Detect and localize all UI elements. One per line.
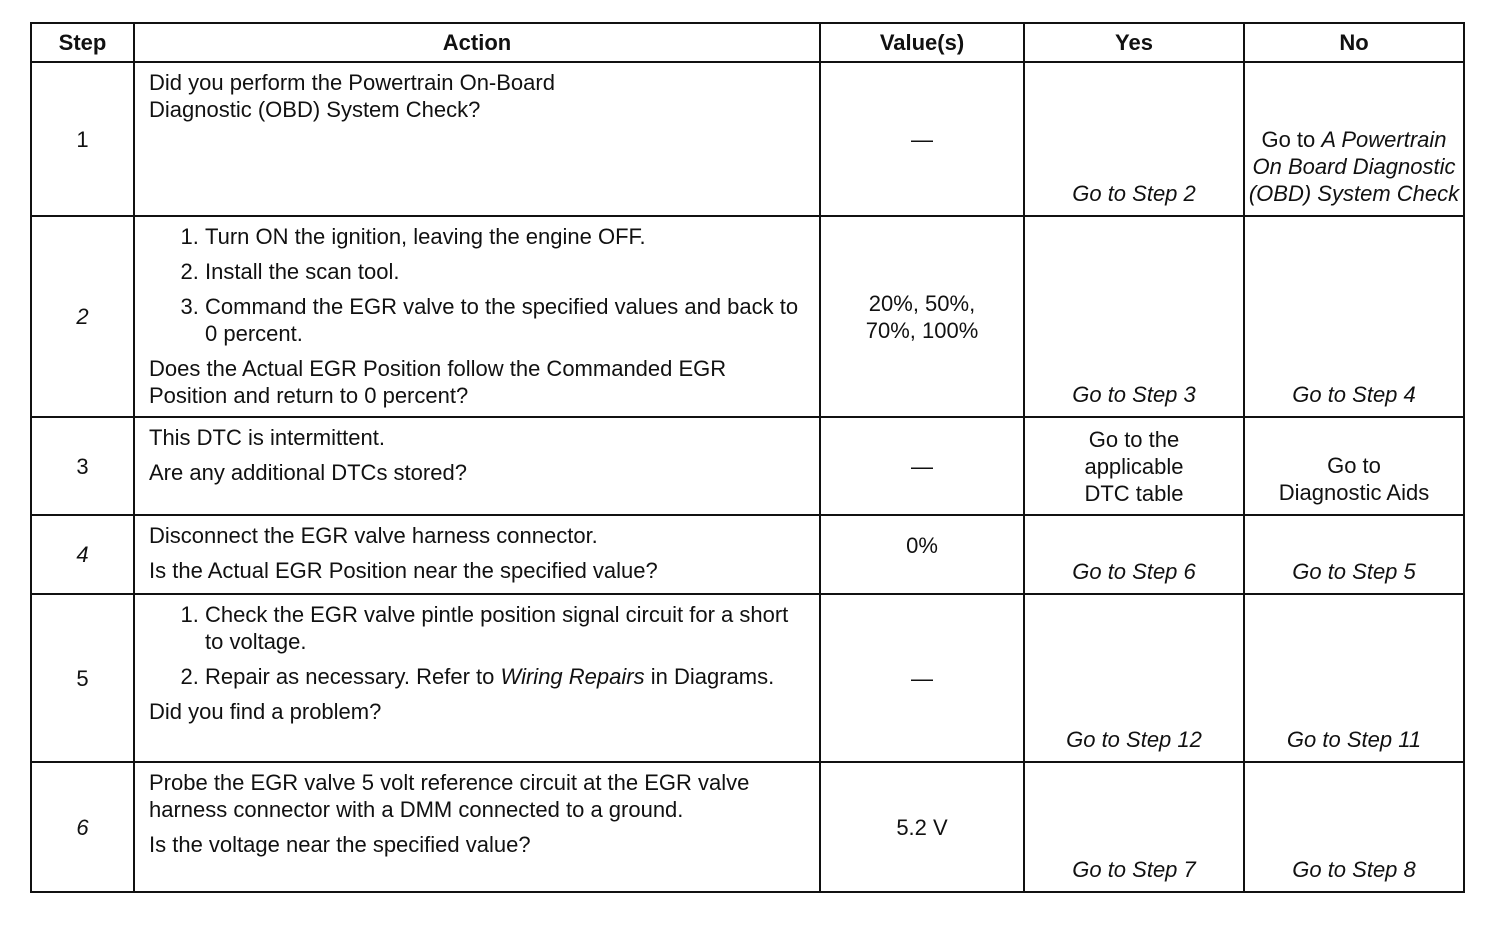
yes-link[interactable]: Go to Step 12: [1024, 594, 1244, 762]
action-step-item: 1. Turn ON the ignition, leaving the engine OFF.: [205, 223, 807, 250]
header-yes: Yes: [1024, 23, 1244, 62]
action-step-item: 2. Install the scan tool.: [205, 258, 807, 285]
no-link[interactable]: Go to Step 4: [1244, 216, 1464, 417]
value-cell: 20%, 50%, 70%, 100%: [820, 216, 1024, 417]
table-row: [31, 594, 1464, 762]
action-question: Did you perform the Powertrain On-Board Diagnostic (OBD) System Check?: [149, 70, 555, 122]
action-cell: [134, 62, 820, 216]
table-row: [31, 62, 1464, 216]
action-text: Disconnect the EGR valve harness connector.: [149, 523, 598, 548]
header-step: Step: [31, 23, 134, 62]
step-number: 1: [31, 62, 134, 216]
table-row: [31, 762, 1464, 892]
step-number: 3: [31, 417, 134, 515]
no-link[interactable]: Go to Step 5: [1244, 515, 1464, 594]
action-steps: [149, 601, 807, 690]
value-cell: —: [820, 594, 1024, 762]
table-row: [31, 417, 1464, 515]
step-number: 2: [31, 216, 134, 417]
action-step-item: 1. Check the EGR valve pintle position signal circuit for a short to voltage.: [205, 601, 807, 655]
action-step-item: 3. Command the EGR valve to the specified values and back to 0 percent.: [205, 293, 807, 347]
action-text: This DTC is intermittent.: [149, 425, 385, 450]
step-number: 6: [31, 762, 134, 892]
header-row: [31, 23, 1464, 62]
diagnostic-table: [30, 22, 1465, 893]
no-link[interactable]: Go to Step 8: [1244, 762, 1464, 892]
action-question: Is the voltage near the specified value?: [149, 832, 531, 857]
no-link[interactable]: A Powertrain On Board Diagnostic (OBD) System Check: [1248, 127, 1460, 206]
value-cell: 5.2 V: [820, 762, 1024, 892]
no-cell: [1244, 62, 1464, 216]
step-number: 4: [31, 515, 134, 594]
value-cell: —: [820, 417, 1024, 515]
table-row: [31, 216, 1464, 417]
action-cell: [134, 515, 820, 594]
action-cell: [134, 417, 820, 515]
wiring-repairs-link[interactable]: Wiring Repairs: [500, 664, 645, 689]
value-cell: —: [820, 62, 1024, 216]
action-question: Are any additional DTCs stored?: [149, 460, 467, 485]
yes-link[interactable]: Go to the applicable DTC table: [1024, 417, 1244, 515]
action-step-text: in Diagrams.: [650, 664, 775, 689]
action-text: Probe the EGR valve 5 volt reference circuit at the EGR valve harness connector with a DMM connected to a ground.: [149, 770, 750, 822]
header-values: Value(s): [820, 23, 1024, 62]
action-cell: [134, 762, 820, 892]
action-cell: [134, 216, 820, 417]
yes-link[interactable]: Go to Step 2: [1024, 62, 1244, 216]
no-prefix: Go to: [1261, 127, 1316, 152]
yes-link[interactable]: Go to Step 7: [1024, 762, 1244, 892]
no-link[interactable]: Go to Step 11: [1244, 594, 1464, 762]
action-question: Is the Actual EGR Position near the specified value?: [149, 558, 658, 583]
step-number: 5: [31, 594, 134, 762]
no-link[interactable]: Go to Diagnostic Aids: [1244, 417, 1464, 515]
action-step-item: [205, 663, 807, 690]
yes-link[interactable]: Go to Step 3: [1024, 216, 1244, 417]
action-cell: [134, 594, 820, 762]
action-step-text: Repair as necessary. Refer to: [205, 664, 495, 689]
yes-link[interactable]: Go to Step 6: [1024, 515, 1244, 594]
action-question: Does the Actual EGR Position follow the Commanded EGR Position and return to 0 percent?: [149, 356, 727, 408]
value-cell: 0%: [820, 515, 1024, 594]
action-question: Did you find a problem?: [149, 699, 382, 724]
action-steps: [149, 223, 807, 347]
header-no: No: [1244, 23, 1464, 62]
header-action: Action: [134, 23, 820, 62]
table-row: [31, 515, 1464, 594]
